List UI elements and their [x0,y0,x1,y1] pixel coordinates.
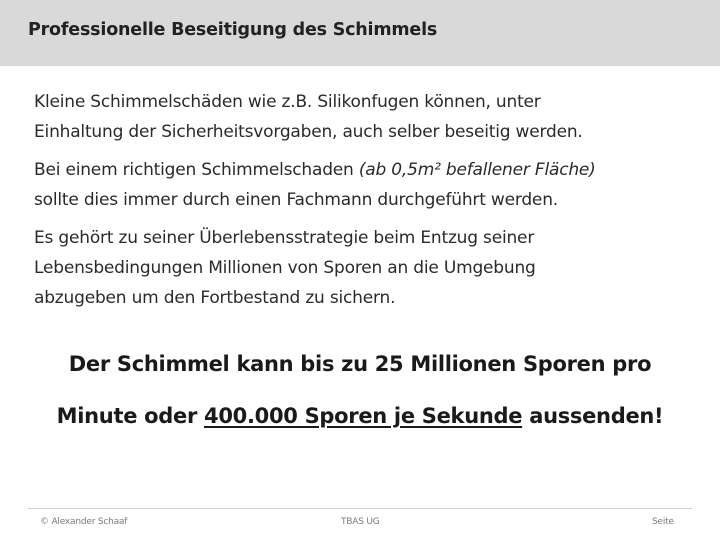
footer-company: TBAS UG [341,517,380,527]
paragraph-2-line-2: sollte dies immer durch einen Fachmann durchgeführt werden. [34,190,558,210]
paragraph-2 [34,155,694,215]
paragraph-3-line-3: abzugeben um den Fortbestand zu sichern. [34,288,396,308]
paragraph-2-line-1 [34,155,694,185]
footer-page-label: Seite [652,517,674,527]
paragraph-3 [34,223,694,313]
footer-divider [28,508,692,509]
paragraph-2-italic-note: (ab 0,5m² befallener Fläche) [358,160,596,180]
emphasis-line-2-start: Minute oder [56,404,205,428]
emphasis-line-1: Der Schimmel kann bis zu 25 Millionen Sporen pro [68,352,652,376]
emphasis-underlined-rate: 400.000 Sporen je Sekunde [204,404,523,428]
paragraph-1 [34,87,694,147]
body-text [34,87,694,321]
paragraph-1-line-2: Einhaltung der Sicherheitsvorgaben, auch selber beseitig werden. [34,122,583,142]
slide-title: Professionelle Beseitigung des Schimmels [28,20,438,40]
footer-copyright: © Alexander Schaaf [40,517,128,527]
paragraph-2-text: Bei einem richtigen Schimmelschaden [34,160,359,180]
emphasis-line-2-end: aussenden! [522,404,664,428]
emphasis-line-2 [0,398,720,444]
paragraph-1-line-1: Kleine Schimmelschäden wie z.B. Silikonfugen können, unter [34,92,541,112]
title-bar [0,0,720,66]
emphasis-statement [0,346,720,444]
paragraph-3-line-2: Lebensbedingungen Millionen von Sporen an die Umgebung [34,258,536,278]
paragraph-3-line-1: Es gehört zu seiner Überlebensstrategie beim Entzug seiner [34,228,535,248]
